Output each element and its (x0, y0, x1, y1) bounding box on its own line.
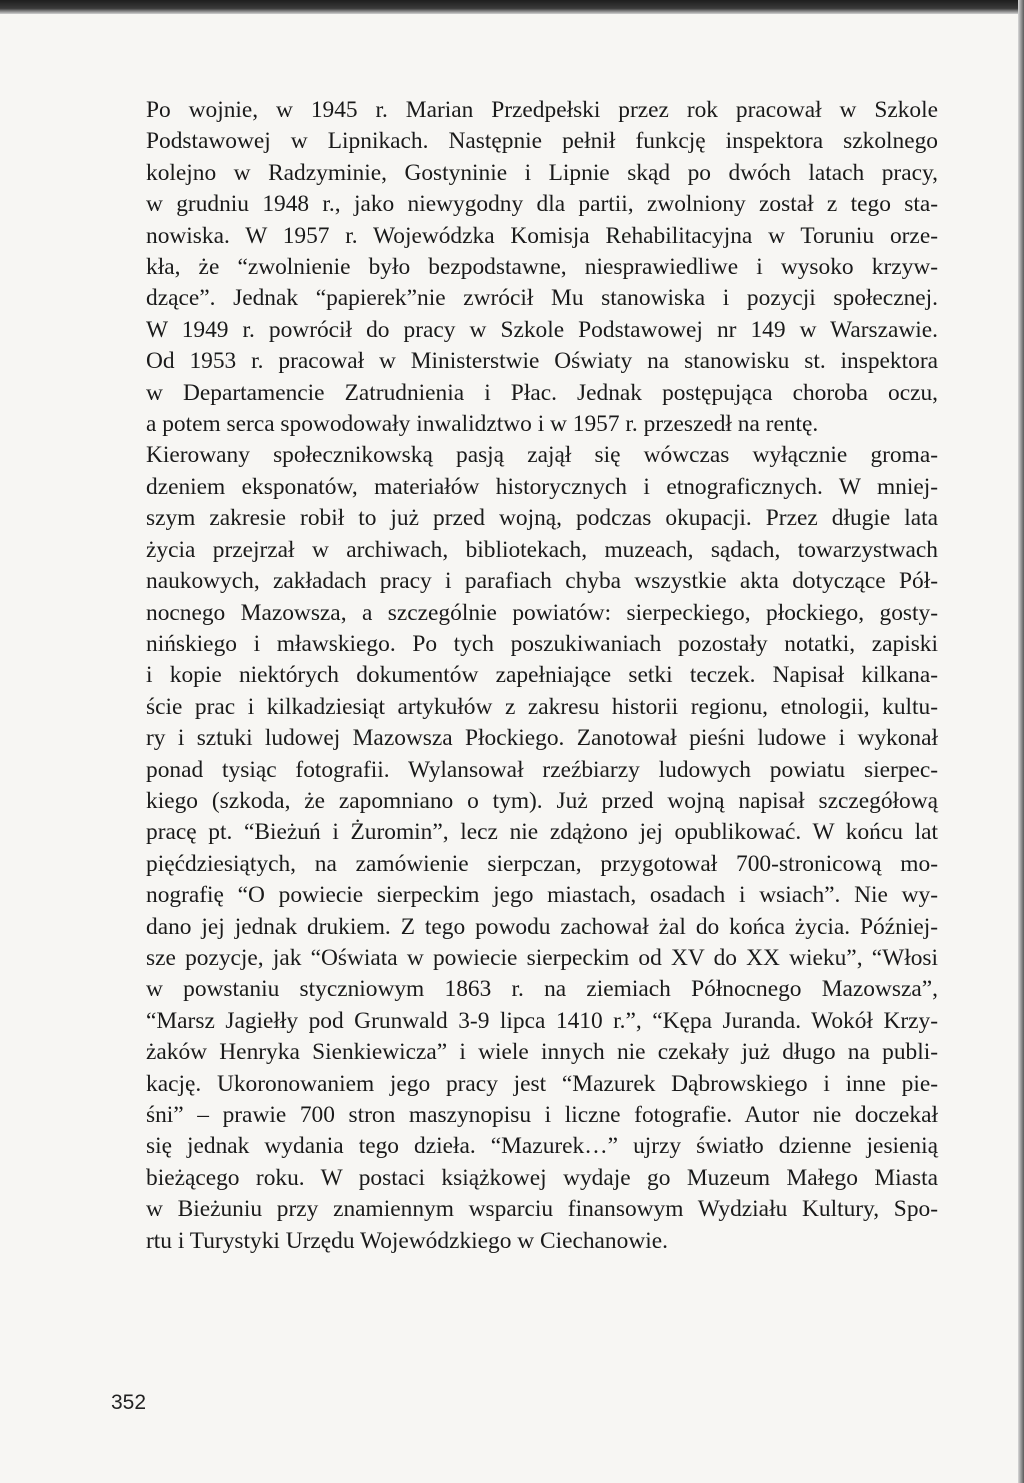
text-line: dzące”. Jednak “papierek”nie zwrócił Mu stanowiska i pozycji społecznej. (146, 285, 938, 312)
text-line: ry i sztuki ludowej Mazowsza Płockiego. Zanotował pieśni ludowe i wykonał (146, 725, 938, 752)
text-line: Po wojnie, w 1945 r. Marian Przedpełski przez rok pracował w Szkole (146, 97, 938, 123)
text-line: w Departamencie Zatrudnienia i Płac. Jednak postępująca choroba oczu, (146, 379, 938, 406)
text-line: śni” – prawie 700 stron maszynopisu i liczne fotografie. Autor nie doczekał (146, 1102, 938, 1128)
text-line: życia przejrzał w archiwach, bibliotekach, muzeach, sądach, towarzystwach (146, 536, 938, 563)
text-line: “Marsz Jagiełły pod Grunwald 3-9 lipca 1410 r.”, “Kępa Juranda. Wokół Krzy- (146, 1007, 938, 1034)
text-line: dano jej jednak drukiem. Z tego powodu zachował żal do końca życia. Później- (146, 913, 938, 940)
text-line: nowiska. W 1957 r. Wojewódzka Komisja Rehabilitacyjna w Toruniu orze- (146, 222, 938, 249)
text-line: kolejno w Radzyminie, Gostyninie i Lipnie skąd po dwóch latach pracy, (146, 159, 938, 186)
text-line: ście prac i kilkadziesiąt artykułów z zakresu historii regionu, etnologii, kultu- (146, 693, 938, 720)
text-line: naukowych, zakładach pracy i parafiach chyba wszystkie akta dotyczące Pół- (146, 568, 938, 595)
page-number: 352 (111, 1391, 147, 1414)
text-line: nocnego Mazowsza, a szczególnie powiatów: sierpeckiego, płockiego, gosty- (146, 599, 938, 626)
text-line: kła, że “zwolnienie było bezpodstawne, niesprawiedliwe i wysoko krzyw- (146, 254, 938, 281)
text-line: a potem serca spowodowały inwalidztwo i w 1957 r. przeszedł na rentę. (146, 411, 819, 438)
text-line: Podstawowej w Lipnikach. Następnie pełnił funkcję inspektora szkolnego (146, 128, 938, 155)
paragraph-1 (146, 95, 938, 440)
text-line: pięćdziesiątych, na zamówienie sierpczan, przygotował 700-stronicową mo- (146, 850, 938, 877)
page-top-shadow (0, 0, 1024, 14)
text-line: w powstaniu styczniowym 1863 r. na ziemiach Północnego Mazowsza”, (146, 976, 938, 1003)
text-line: w grudniu 1948 r., jako niewygodny dla partii, zwolniony został z tego sta- (146, 191, 938, 218)
text-line: sze pozycje, jak “Oświata w powiecie sierpeckim od XV do XX wieku”, “Włosi (146, 944, 938, 971)
body-text (146, 95, 938, 1257)
text-line: Od 1953 r. pracował w Ministerstwie Oświaty na stanowisku st. inspektora (146, 348, 938, 375)
text-line: kiego (szkoda, że zapomniano o tym). Już przed wojną napisał szczegółową (146, 787, 938, 814)
text-line: kację. Ukoronowaniem jego pracy jest “Mazurek Dąbrowskiego i inne pie- (146, 1070, 938, 1097)
text-line: pracę pt. “Bieżuń i Żuromin”, lecz nie zdążono jej opublikować. W końcu lat (146, 819, 938, 846)
text-line: ponad tysiąc fotografii. Wylansował rzeźbiarzy ludowych powiatu sierpec- (146, 756, 938, 783)
text-line: nografię “O powiecie sierpeckim jego miastach, osadach i wsiach”. Nie wy- (146, 882, 938, 909)
text-line: żaków Henryka Sienkiewicza” i wiele innych nie czekały już długo na publi- (146, 1039, 938, 1066)
text-line: szym zakresie robił to już przed wojną, podczas okupacji. Przez długie lata (146, 505, 938, 532)
text-line: bieżącego roku. W postaci książkowej wydaje go Muzeum Małego Miasta (146, 1164, 938, 1191)
page-right-shadow (1018, 0, 1024, 1483)
text-line: Kierowany społecznikowską pasją zajął się wówczas wyłącznie groma- (146, 442, 938, 469)
text-line: rtu i Turystyki Urzędu Wojewódzkiego w Ciechanowie. (146, 1227, 668, 1254)
text-line: nińskiego i mławskiego. Po tych poszukiwaniach pozostały notatki, zapiski (146, 630, 938, 657)
text-line: się jednak wydania tego dzieła. “Mazurek…” ujrzy światło dzienne jesienią (146, 1133, 938, 1160)
paragraph-2 (146, 440, 938, 1257)
text-line: i kopie niektórych dokumentów zapełniające setki teczek. Napisał kilkana- (146, 662, 938, 689)
text-line: dzeniem eksponatów, materiałów historycznych i etnograficznych. W mniej- (146, 473, 938, 500)
text-line: W 1949 r. powrócił do pracy w Szkole Podstawowej nr 149 w Warszawie. (146, 316, 938, 343)
text-line: w Bieżuniu przy znamiennym wsparciu finansowym Wydziału Kultury, Spo- (146, 1196, 938, 1223)
